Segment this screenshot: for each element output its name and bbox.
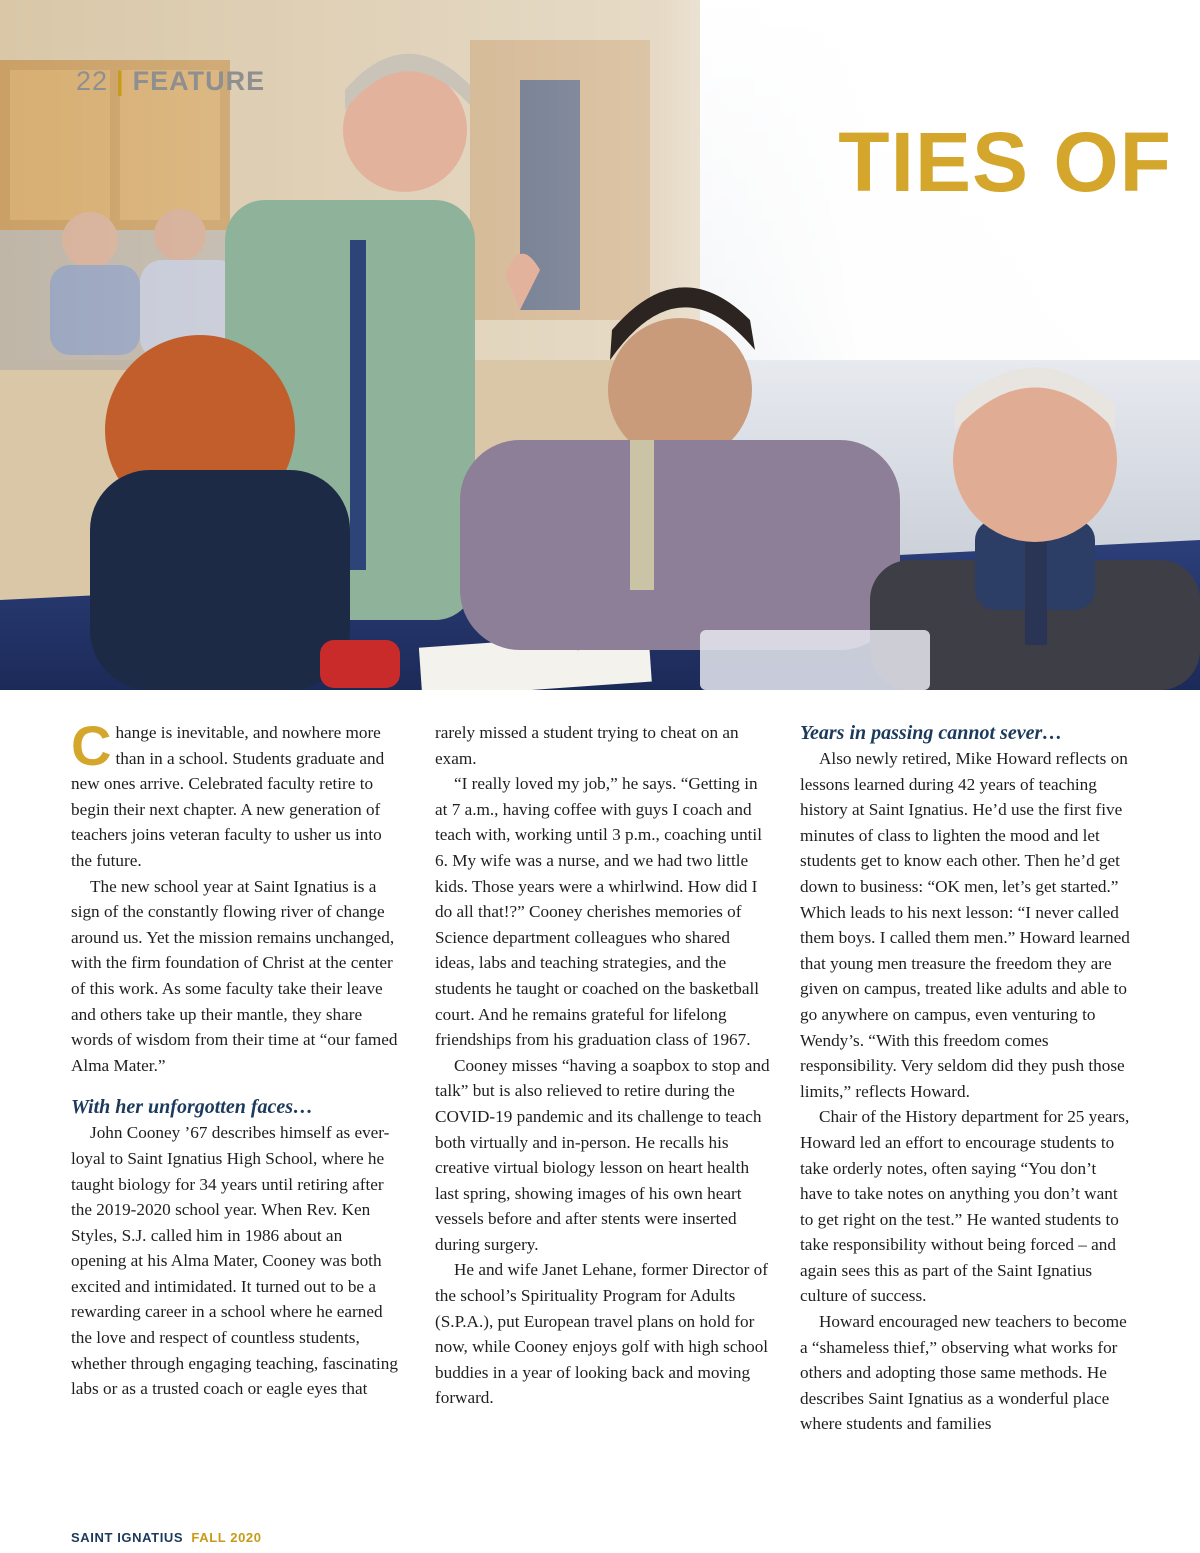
- paragraph: John Cooney ’67 describes himself as ever-loyal to Saint Ignatius High School, where he taught biology for 34 years until retiring after the 2019-2020 school year. When Rev. Ken Styles, S.J. called him in 1986 about an opening at his Alma Mater, Cooney was both excited and intimidated. It turned out to be a rewarding career in a school where he earned the love and respect of countless students, whether through engaging teaching, fascinating labs or as a trusted coach or eagle eyes that: [71, 1123, 398, 1399]
- issue-label: FALL 2020: [191, 1530, 262, 1545]
- subheading: With her unforgotten faces…: [71, 1096, 314, 1119]
- column-1: [71, 714, 401, 1402]
- dropcap: C: [71, 714, 112, 777]
- intro-text: hange is inevitable, and nowhere more than in a school. Students graduate and new ones arrive. Celebrated faculty retire to begin their next chapter. A new generation of teachers joins veteran faculty to usher us into the future.: [71, 723, 385, 870]
- article-headline: TIES OF: [838, 115, 1172, 209]
- subheading: Years in passing cannot sever…: [800, 722, 1063, 744]
- page-number: 22: [76, 66, 109, 96]
- publication-name: SAINT IGNATIUS: [71, 1530, 184, 1545]
- paragraph: Chair of the History department for 25 years, Howard led an effort to encourage students to take orderly notes, often saying “You don’t have to take notes on anything you don’t want to get right on the test.” He wanted students to take responsibility without being forced – and again sees this as part of the Saint Ignatius culture of success.: [800, 1107, 1130, 1306]
- paragraph: Howard encouraged new teachers to become a “shameless thief,” observing what works for others and adopting those same methods. He describes Saint Ignatius as a wonderful place where students and families: [800, 1312, 1127, 1434]
- page-footer: [71, 1530, 262, 1545]
- paragraph: Also newly retired, Mike Howard reflects on lessons learned during 42 years of teaching history at Saint Ignatius. He’d use the first five minutes of class to lighten the mood and let students get to know each other. Then he’d get down to business: “OK men, let’s get started.” Which leads to his next lesson: “I never called them boys. I called them men.” Howard learned that young men treasure the freedom they are given on campus, treated like adults and able to go anywhere on campus, even venturing to Wendy’s. “With this freedom comes responsibility. Very seldom did they push those limits,” reflects Howard.: [800, 749, 1130, 1101]
- paragraph: Cooney misses “having a soapbox to stop and talk” but is also relieved to retire during the COVID-19 pandemic and its challenge to teach both virtually and in-person. He recalls his creative virtual biology lesson on heart health last spring, showing images of his own heart vessels before and after stents were inserted during surgery.: [435, 1055, 770, 1254]
- page-folio: [76, 66, 265, 97]
- section-label: FEATURE: [132, 66, 266, 96]
- classroom-photo-illustration: [0, 0, 1200, 690]
- folio-divider: |: [116, 66, 125, 96]
- column-2: [435, 720, 770, 1411]
- paragraph: “I really loved my job,” he says. “Getting in at 7 a.m., having coffee with guys I coach and teach with, working until 3 p.m., coaching until 6. My wife was a nurse, and we had two little kids. Those years were a whirlwind. How did I do all that!?” Cooney cherishes memories of Science department colleagues who shared ideas, labs and teaching strategies, and the students he taught or coached on the basketball court. And he remains grateful for lifelong friendships from his graduation class of 1967.: [435, 774, 762, 1050]
- paragraph: The new school year at Saint Ignatius is a sign of the constantly flowing river of change around us. Yet the mission remains unchanged, with the firm foundation of Christ at the center of this work. As some faculty take their leave and others take up their mantle, they share words of wisdom from their time at “our famed Alma Mater.”: [71, 876, 398, 1075]
- intro-paragraph: [71, 714, 401, 874]
- hero-photo: [0, 0, 1200, 690]
- paragraph: rarely missed a student trying to cheat on an exam.: [435, 723, 739, 768]
- paragraph: He and wife Janet Lehane, former Director of the school’s Spirituality Program for Adults (S.P.A.), put European travel plans on hold for now, while Cooney enjoys golf with high school buddies in a year of looking back and moving forward.: [435, 1260, 769, 1408]
- column-3: [800, 720, 1130, 1437]
